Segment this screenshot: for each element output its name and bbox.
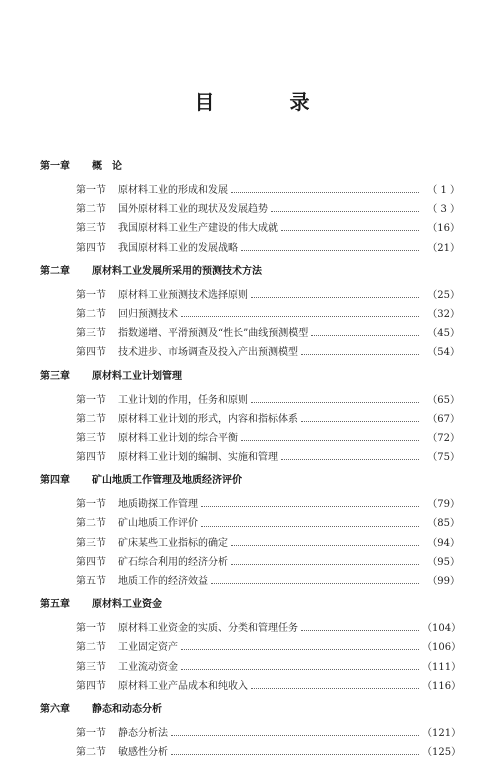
section-title: 原材料工业计划的编制、实施和管理: [118, 452, 278, 464]
section-title: 工业计划的作用，任务和原则: [118, 394, 248, 406]
section-label: 第四节: [76, 347, 106, 359]
section-title: 原材料工业计划的形式，内容和指标体系: [118, 413, 298, 425]
toc-entry[interactable]: [40, 429, 460, 448]
section-label: 第二节: [76, 204, 106, 216]
section-label: 第二节: [76, 413, 106, 425]
chapter-number: 第三章: [40, 370, 70, 382]
page-number: （116）: [422, 680, 462, 692]
chapter-heading[interactable]: [40, 472, 460, 490]
section-label: 第一节: [76, 499, 106, 511]
chapter-title: 原材料工业资金: [92, 599, 162, 611]
page-number: （ 3 ）: [427, 204, 460, 216]
page-number: （99）: [427, 576, 460, 587]
dot-leader: [301, 421, 419, 422]
dot-leader: [301, 630, 419, 631]
dot-leader: [251, 297, 419, 298]
toc-entry[interactable]: [40, 553, 460, 572]
section-title: 原材料工业预测技术选择原则: [118, 289, 248, 301]
chapter-number: 第六章: [40, 703, 70, 715]
dot-leader: [171, 754, 419, 755]
chapter-heading[interactable]: [40, 158, 460, 176]
page-number: （67）: [427, 413, 460, 425]
dot-leader: [281, 230, 419, 231]
dot-leader: [181, 649, 419, 650]
dot-leader: [271, 211, 419, 212]
section-title: 矿山地质工作评价: [118, 518, 198, 530]
chapter-title: 原材料工业计划管理: [92, 370, 182, 382]
page-number: （25）: [427, 289, 460, 301]
toc-entry[interactable]: [40, 724, 460, 743]
chapter-block: [40, 368, 460, 473]
page-number: （72）: [427, 432, 460, 444]
toc-entry[interactable]: [40, 677, 460, 696]
section-title: 我国原材料工业生产建设的伟大成就: [118, 223, 278, 235]
page-number: （45）: [427, 328, 460, 340]
toc-entry[interactable]: [40, 534, 460, 553]
dot-leader: [231, 192, 419, 193]
toc-entry[interactable]: [40, 572, 460, 591]
section-title: 技术进步、市场调查及投入产出预测模型: [118, 347, 298, 359]
section-label: 第四节: [76, 242, 106, 254]
section-title: 敏感性分析: [118, 747, 168, 759]
section-title: 原材料工业产品成本和纯收入: [118, 680, 248, 692]
page-number: （79）: [427, 499, 460, 511]
section-label: 第四节: [76, 556, 106, 568]
section-title: 矿床某些工业指标的确定: [118, 537, 228, 549]
dot-leader: [281, 459, 419, 460]
dot-leader: [241, 250, 419, 251]
toc-entry[interactable]: [40, 200, 460, 219]
page-number: （125）: [422, 747, 462, 759]
chapter-heading[interactable]: [40, 701, 460, 719]
section-label: 第五节: [76, 576, 106, 587]
chapter-block: [40, 596, 460, 701]
chapter-number: 第五章: [40, 599, 70, 611]
dot-leader: [241, 440, 419, 441]
chapter-block: [40, 263, 460, 368]
page-number: （106）: [422, 642, 462, 654]
toc-entry[interactable]: [40, 638, 460, 657]
section-label: 第一节: [76, 623, 106, 635]
section-title: 地质工作的经济效益: [118, 576, 208, 587]
section-title: 矿石综合利用的经济分析: [118, 556, 228, 568]
chapter-title: 概 论: [92, 161, 122, 172]
section-title: 国外原材料工业的现状及发展趋势: [118, 204, 268, 216]
section-title: 工业流动资金: [118, 661, 178, 673]
section-title: 静态分析法: [118, 727, 168, 739]
toc-entry[interactable]: [40, 239, 460, 258]
chapter-number: 第四章: [40, 475, 70, 487]
dot-leader: [171, 735, 419, 736]
page-number: （85）: [427, 518, 460, 530]
chapter-number: 第一章: [40, 161, 70, 172]
toc-entry[interactable]: [40, 514, 460, 533]
toc-entry[interactable]: [40, 305, 460, 324]
section-label: 第一节: [76, 185, 106, 196]
dot-leader: [231, 564, 419, 565]
chapter-title: 静态和动态分析: [92, 703, 162, 715]
section-label: 第二节: [76, 308, 106, 320]
section-label: 第一节: [76, 394, 106, 406]
page-number: （21）: [427, 242, 460, 254]
section-label: 第一节: [76, 289, 106, 301]
chapter-block: [40, 701, 460, 767]
toc-entry[interactable]: [40, 391, 460, 410]
section-title: 地质勘探工作管理: [118, 499, 198, 511]
toc-entry[interactable]: [40, 219, 460, 238]
page-number: （32）: [427, 308, 460, 320]
toc-entry[interactable]: [40, 324, 460, 343]
page-number: （104）: [422, 623, 462, 635]
toc-entry[interactable]: [40, 410, 460, 429]
section-title: 原材料工业资金的实质、分类和管理任务: [118, 623, 298, 635]
chapter-title: 原材料工业发展所采用的预测技术方法: [92, 265, 262, 277]
page-number: （ 1 ）: [427, 185, 460, 196]
section-title: 原材料工业的形成和发展: [118, 185, 228, 196]
dot-leader: [201, 526, 419, 527]
spacer: [40, 762, 460, 767]
section-label: 第二节: [76, 642, 106, 654]
section-title: 指数递增、平滑预测及“性长”曲线预测模型: [118, 328, 309, 340]
section-title: 工业固定资产: [118, 642, 178, 654]
section-label: 第一节: [76, 727, 106, 739]
section-label: 第四节: [76, 680, 106, 692]
section-label: 第二节: [76, 518, 106, 530]
dot-leader: [301, 354, 419, 355]
dot-leader: [311, 335, 419, 336]
section-label: 第四节: [76, 452, 106, 464]
toc-entry[interactable]: [40, 448, 460, 467]
section-label: 第三节: [76, 661, 106, 673]
dot-leader: [251, 402, 419, 403]
section-label: 第二节: [76, 747, 106, 759]
chapter-block: [40, 472, 460, 596]
dot-leader: [211, 583, 419, 584]
toc-entry[interactable]: [40, 495, 460, 514]
dot-leader: [231, 545, 419, 546]
section-title: 原材料工业计划的综合平衡: [118, 432, 238, 444]
chapter-heading[interactable]: [40, 263, 460, 281]
dot-leader: [201, 506, 419, 507]
section-label: 第三节: [76, 537, 106, 549]
section-title: 回归预测技术: [118, 308, 178, 320]
page-number: （65）: [427, 394, 460, 406]
dot-leader: [181, 316, 419, 317]
table-of-contents: [40, 158, 460, 767]
toc-entry[interactable]: [40, 286, 460, 305]
toc-entry[interactable]: [40, 619, 460, 638]
chapter-heading[interactable]: [40, 596, 460, 614]
page-number: （121）: [422, 727, 462, 739]
toc-entry[interactable]: [40, 743, 460, 762]
section-title: 我国原材料工业的发展战略: [118, 242, 238, 254]
section-label: 第三节: [76, 328, 106, 340]
page-number: （111）: [422, 661, 462, 673]
section-label: 第三节: [76, 432, 106, 444]
page-number: （54）: [427, 347, 460, 359]
chapter-heading[interactable]: [40, 368, 460, 386]
chapter-title: 矿山地质工作管理及地质经济评价: [92, 475, 242, 487]
toc-entry[interactable]: [40, 343, 460, 362]
page-number: （16）: [427, 223, 460, 235]
page-number: （94）: [427, 537, 460, 549]
section-label: 第三节: [76, 223, 106, 235]
dot-leader: [181, 669, 419, 670]
page-number: （75）: [427, 452, 460, 464]
chapter-block: [40, 158, 460, 263]
dot-leader: [251, 688, 419, 689]
page-number: （95）: [427, 556, 460, 568]
toc-entry[interactable]: [40, 181, 460, 200]
page-title: 目 录: [194, 90, 344, 114]
toc-entry[interactable]: [40, 658, 460, 677]
chapter-number: 第二章: [40, 265, 70, 277]
